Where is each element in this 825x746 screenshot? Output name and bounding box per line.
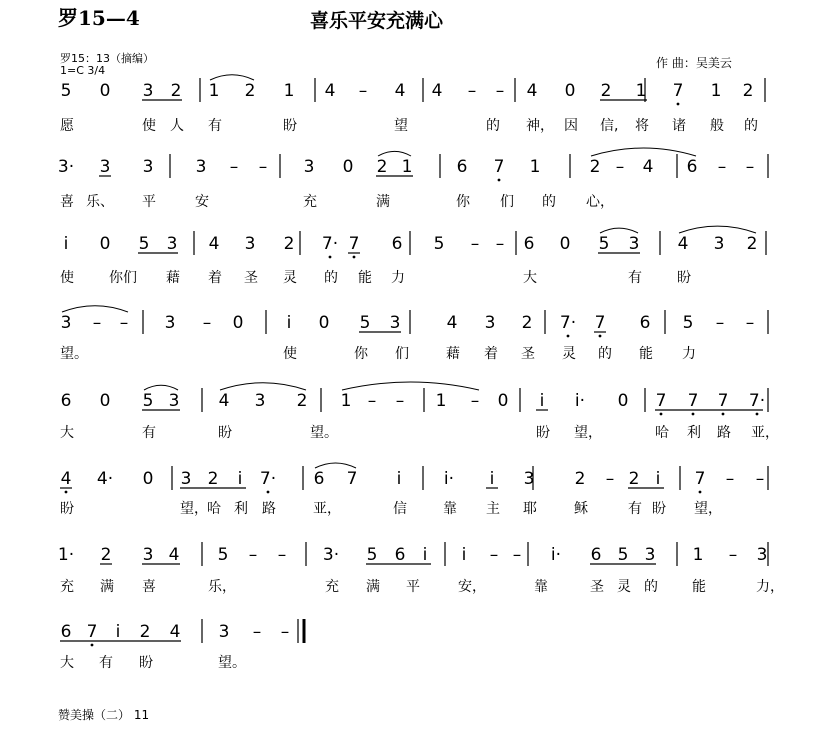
lyric-syllable: 神， [526,118,554,134]
note-digit: 3 [142,157,154,177]
note-digit: 7 [687,391,699,411]
note-digit: 6 [60,622,72,642]
note-digit: 4 [60,469,72,489]
note-digit: 0 [559,234,571,254]
lyric-syllable: 使 [60,270,74,286]
lyric-syllable: 般 [710,118,724,134]
song-title: 喜乐平安充满心 [310,10,444,32]
note-digit: 3 [389,313,401,333]
note-digit: 7 [493,157,505,177]
note-digit: 7 [717,391,729,411]
lyric-syllable: 你 [456,194,470,210]
note-digit: 7 [655,391,667,411]
note-digit: 0 [142,469,154,489]
note-digit: – [615,157,625,177]
note-digit: – [252,622,262,642]
lyric-syllable: 利 [687,425,701,441]
note-digit: 3 [756,545,768,565]
slur-arc [378,151,411,156]
slur-arc [591,148,696,156]
lyric-syllable: 你 [354,346,368,362]
note-digit: 0 [497,391,509,411]
note-digit: 1 [283,81,295,101]
scripture-source: 罗15：13（摘编） [60,52,154,65]
octave-low-dot [699,491,702,494]
note-digit: 2 [207,469,219,489]
lyric-syllable: 大 [523,270,537,286]
note-digit: 2 [170,81,182,101]
slur-arc [210,75,254,80]
lyric-syllable: 们 [395,346,409,362]
note-digit: i [237,469,243,489]
lyric-syllable: 盼 [652,501,666,517]
note-digit: – [248,545,258,565]
note-digit: – [717,157,727,177]
note-digit: 2 [600,81,612,101]
note-digit: 7· [259,469,277,489]
lyric-syllable: 盼 [218,425,232,441]
note-digit: 1 [692,545,704,565]
note-digit: i [115,622,121,642]
note-digit: 0 [342,157,354,177]
lyric-syllable: 们 [500,194,514,210]
lyric-syllable: 盼 [677,270,691,286]
note-digit: 3· [57,157,75,177]
note-digit: 3 [142,81,154,101]
note-digit: 6 [686,157,698,177]
composer-credit: 作 曲：吴美云 [656,56,732,70]
lyric-syllable: 哈 [655,425,669,441]
lyric-syllable: 的 [324,270,338,286]
octave-low-dot [329,256,332,259]
octave-low-dot [722,413,725,416]
lyric-syllable: 安 [195,194,209,210]
lyric-syllable: 盼 [139,655,153,671]
note-digit: 3 [142,545,154,565]
note-digit: 1 [435,391,447,411]
slur-arc [342,382,479,390]
lyric-syllable: 灵 [617,579,631,595]
note-digit: – [495,234,505,254]
note-digit: 2 [283,234,295,254]
note-digit: 3 [303,157,315,177]
note-digit: 7· [559,313,577,333]
note-digit: 4 [218,391,230,411]
lyric-syllable: 盼 [283,118,297,134]
lyric-syllable: 满 [100,579,114,595]
note-digit: – [395,391,405,411]
note-digit: 5 [60,81,72,101]
lyric-syllable: 圣 [244,270,258,286]
lyric-syllable: 能 [639,346,653,362]
note-digit: 2 [139,622,151,642]
lyric-syllable: 力 [682,346,696,362]
note-digit: 7· [748,391,766,411]
lyric-syllable: 力 [391,270,405,286]
lyric-syllable: 灵 [562,346,576,362]
note-digit: – [512,545,522,565]
note-digit: 0 [617,391,629,411]
note-digit: 4· [96,469,114,489]
note-digit: 2 [296,391,308,411]
lyric-syllable: 利 [234,501,248,517]
note-digit: – [119,313,129,333]
note-digit: i [461,545,467,565]
note-digit: 6 [523,234,535,254]
note-digit: 3 [254,391,266,411]
lyric-syllable: 将 [635,118,649,134]
note-digit: 7 [672,81,684,101]
lyric-syllable: 安， [458,579,486,595]
lyric-syllable: 有 [628,270,642,286]
slur-arc [315,463,356,468]
note-digit: – [725,469,735,489]
note-digit: 4 [208,234,220,254]
note-digit: 7 [694,469,706,489]
lyric-syllable: 望。 [218,655,246,671]
note-digit: 7 [86,622,98,642]
lyric-syllable: 因 [564,118,578,134]
note-digit: 0 [99,391,111,411]
lyric-syllable: 有 [628,501,642,517]
note-digit: 2 [574,469,586,489]
lyric-syllable: 信 [393,501,407,517]
lyric-syllable: 力， [756,579,784,595]
note-digit: 3 [195,157,207,177]
octave-low-dot [677,103,680,106]
note-digit: 6 [391,234,403,254]
note-digit: – [605,469,615,489]
note-digit: 2 [746,234,758,254]
note-digit: – [229,157,239,177]
note-digit: – [745,313,755,333]
note-digit: 5 [142,391,154,411]
note-digit: – [280,622,290,642]
note-digit: 4 [324,81,336,101]
note-digit: – [715,313,725,333]
note-digit: – [728,545,738,565]
note-digit: 3 [218,622,230,642]
note-digit: 5 [617,545,629,565]
lyric-syllable: 有 [99,655,113,671]
lyric-syllable: 路 [717,425,731,441]
lyric-syllable: 耶 [523,501,537,517]
note-digit: – [495,81,505,101]
lyric-syllable: 大 [60,655,74,671]
note-digit: 2 [244,81,256,101]
note-digit: 1 [529,157,541,177]
note-digit: 3 [644,545,656,565]
note-digit: 2 [589,157,601,177]
note-digit: 3 [60,313,72,333]
note-digit: 7 [348,234,360,254]
note-digit: – [367,391,377,411]
note-digit: 5 [682,313,694,333]
note-digit: 3 [523,469,535,489]
note-digit: i [489,469,495,489]
note-digit: 3 [628,234,640,254]
note-digit: 6 [456,157,468,177]
note-digit: – [202,313,212,333]
lyric-syllable: 靠 [443,501,457,517]
note-digit: 6 [394,545,406,565]
lyric-syllable: 能 [692,579,706,595]
note-digit: – [467,81,477,101]
lyric-syllable: 使 [142,118,156,134]
lyric-syllable: 充 [325,579,339,595]
note-digit: 6 [60,391,72,411]
slur-arc [144,385,178,390]
note-digit: 1 [710,81,722,101]
lyric-syllable: 的 [598,346,612,362]
lyric-syllable: 哈 [207,501,221,517]
lyric-syllable: 的 [744,118,758,134]
lyric-syllable: 喜 [60,194,74,210]
lyric-syllable: 路 [262,501,276,517]
lyric-syllable: 你们 [109,270,137,286]
lyric-syllable: 望， [180,501,208,517]
note-digit: 3 [164,313,176,333]
lyric-syllable: 使 [283,346,297,362]
lyric-syllable: 的 [542,194,556,210]
lyric-syllable: 有 [142,425,156,441]
lyric-syllable: 望。 [60,346,88,362]
note-digit: 2 [628,469,640,489]
lyric-syllable: 信, [600,118,619,134]
lyric-syllable: 灵 [283,270,297,286]
lyric-syllable: 圣 [521,346,535,362]
note-digit: – [277,545,287,565]
note-digit: 6 [313,469,325,489]
lyric-syllable: 愿 [60,118,74,134]
lyric-syllable: 乐， [208,579,236,595]
note-digit: i [63,234,69,254]
note-digit: 6 [590,545,602,565]
note-digit: 0 [99,234,111,254]
note-digit: 1 [401,157,413,177]
note-digit: 5 [433,234,445,254]
note-digit: 3 [180,469,192,489]
lyric-syllable: 大 [60,425,74,441]
lyric-syllable: 满 [376,194,390,210]
note-digit: 4 [677,234,689,254]
note-digit: 2 [742,81,754,101]
lyric-syllable: 望。 [310,425,338,441]
lyric-syllable: 诸 [672,118,686,134]
note-digit: 5 [598,234,610,254]
lyric-syllable: 藉 [166,270,180,286]
lyric-syllable: 有 [208,118,222,134]
note-digit: 0 [318,313,330,333]
note-digit: 0 [564,81,576,101]
note-digit: 3· [322,545,340,565]
note-digit: 0 [99,81,111,101]
key-signature: 1=C 3/4 [60,64,106,77]
lyric-syllable: 靠 [534,579,548,595]
note-digit: 4 [168,545,180,565]
octave-low-dot [267,491,270,494]
note-digit: 3 [168,391,180,411]
lyric-syllable: 亚， [313,501,341,517]
note-digit: 6 [639,313,651,333]
lyric-syllable: 主 [486,501,500,517]
note-digit: – [258,157,268,177]
lyric-syllable: 充 [60,579,74,595]
octave-low-dot [692,413,695,416]
note-digit: 2 [521,313,533,333]
lyric-syllable: 人 [170,118,184,134]
octave-low-dot [756,413,759,416]
note-digit: – [470,391,480,411]
note-digit: – [755,469,765,489]
note-digit: 3 [484,313,496,333]
lyric-syllable: 盼 [536,425,550,441]
note-digit: i· [550,545,562,565]
book-footer: 赞美操（二） 11 [58,708,150,722]
lyric-syllable: 充 [303,194,317,210]
note-digit: 7· [321,234,339,254]
slur-arc [62,306,128,312]
slur-arc [220,383,306,390]
lyric-syllable: 着 [208,270,222,286]
note-digit: 5 [366,545,378,565]
note-digit: 4 [169,622,181,642]
note-digit: – [470,234,480,254]
note-digit: 3 [244,234,256,254]
note-digit: 0 [232,313,244,333]
note-digit: 5 [359,313,371,333]
note-digit: 3 [99,157,111,177]
note-digit: 7 [346,469,358,489]
note-digit: – [358,81,368,101]
note-digit: 1· [57,545,75,565]
lyric-syllable: 着 [484,346,498,362]
note-digit: i [396,469,402,489]
note-digit: 1 [208,81,220,101]
note-digit: i [286,313,292,333]
lyric-syllable: 圣 [590,579,604,595]
note-digit: 3 [166,234,178,254]
octave-low-dot [567,335,570,338]
lyric-syllable: 亚， [751,425,779,441]
lyric-syllable: 乐、 [86,194,114,210]
lyric-syllable: 的 [644,579,658,595]
octave-low-dot [65,491,68,494]
octave-low-dot [660,413,663,416]
note-digit: 1 [635,81,647,101]
note-digit: i· [574,391,586,411]
note-digit: 2 [376,157,388,177]
lyric-syllable: 平 [406,579,420,595]
lyric-syllable: 望， [574,425,602,441]
octave-low-dot [91,644,94,647]
note-digit: 3 [713,234,725,254]
lyric-syllable: 稣 [574,501,588,517]
slur-arc [600,228,638,233]
note-digit: 5 [138,234,150,254]
lyric-syllable: 平 [142,194,156,210]
note-digit: – [489,545,499,565]
note-digit: 2 [100,545,112,565]
octave-low-dot [498,179,501,182]
lyric-syllable: 望 [394,118,408,134]
octave-low-dot [599,335,602,338]
note-digit: 4 [431,81,443,101]
octave-low-dot [353,256,356,259]
lyric-syllable: 心， [586,194,614,210]
note-digit: – [745,157,755,177]
lyric-syllable: 的 [486,118,500,134]
note-digit: 4 [394,81,406,101]
note-digit: 7 [594,313,606,333]
note-digit: 4 [642,157,654,177]
note-digit: – [92,313,102,333]
slur-arc [679,226,756,233]
lyric-syllable: 喜 [142,579,156,595]
note-digit: 1 [340,391,352,411]
note-digit: i [422,545,428,565]
note-digit: 4 [446,313,458,333]
chapter-code: 罗15—4 [58,6,140,30]
lyric-syllable: 满 [366,579,380,595]
lyric-syllable: 盼 [60,501,74,517]
lyric-syllable: 望， [694,501,722,517]
note-digit: i· [443,469,455,489]
lyric-syllable: 能 [358,270,372,286]
note-digit: 5 [217,545,229,565]
note-digit: i [655,469,661,489]
note-digit: i [539,391,545,411]
lyric-syllable: 藉 [446,346,460,362]
note-digit: 4 [526,81,538,101]
